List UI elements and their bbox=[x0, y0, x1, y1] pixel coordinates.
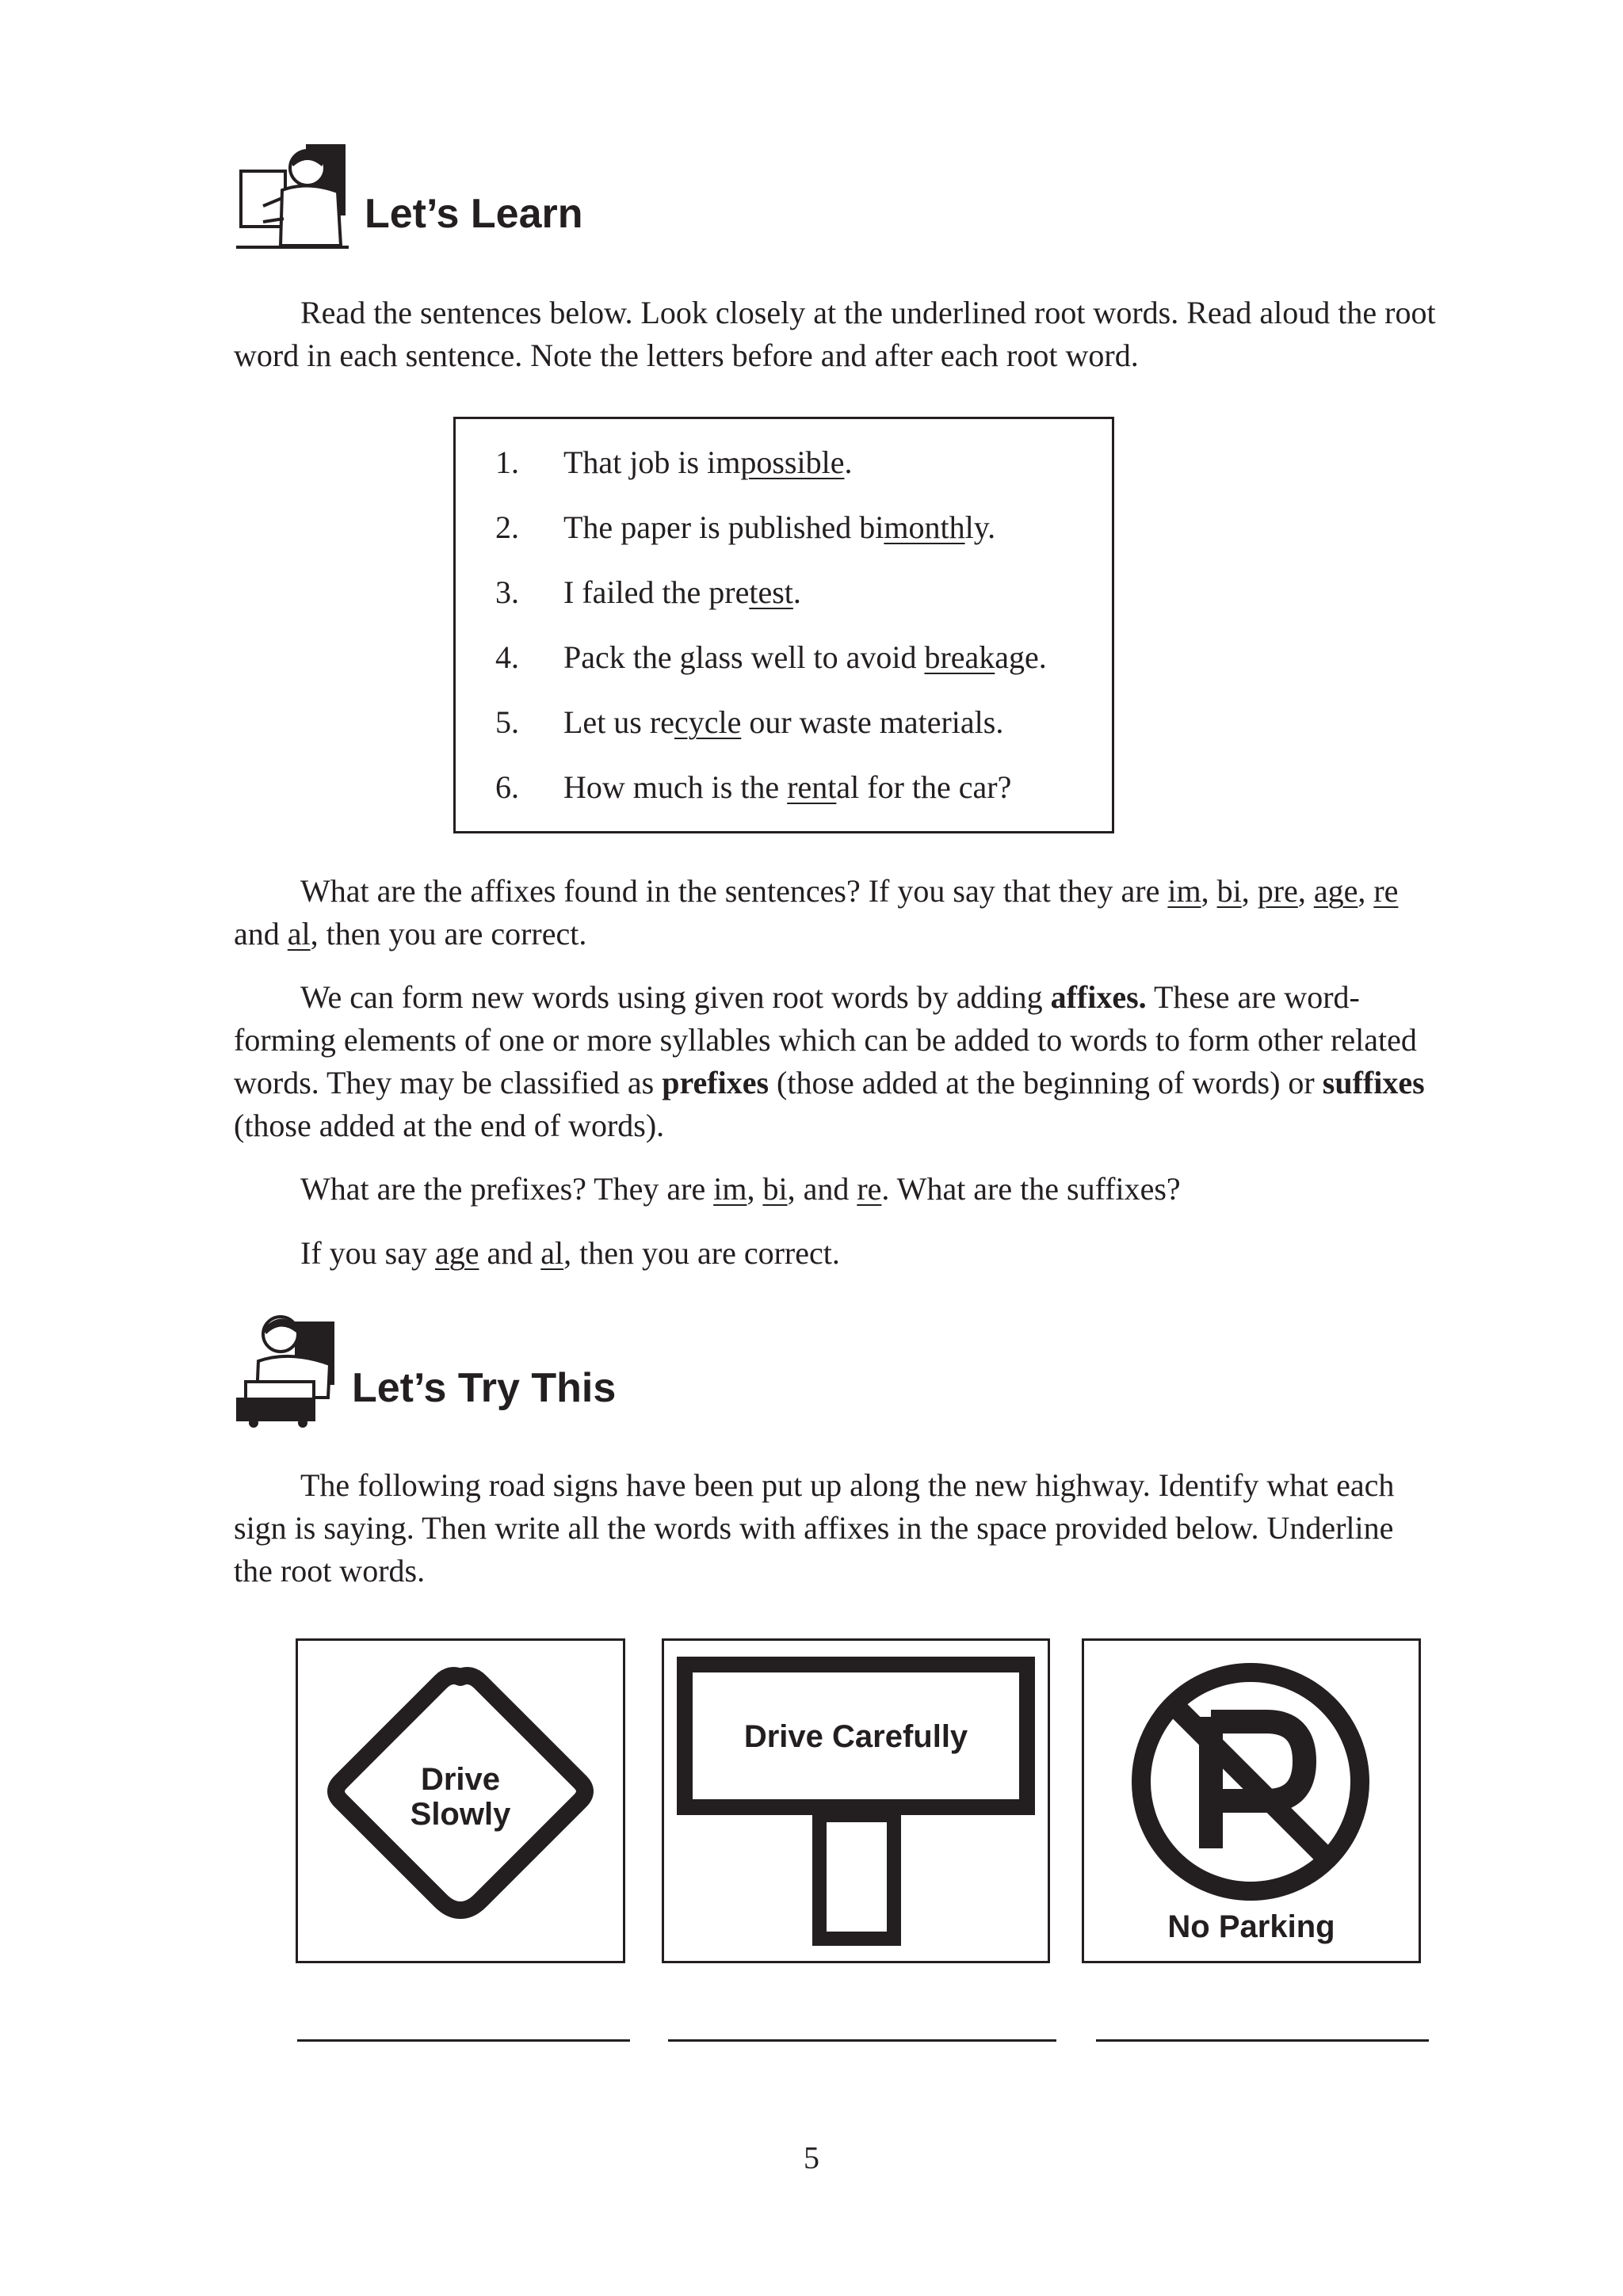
list-item: 1. That job is impossible. bbox=[495, 444, 853, 480]
drive-carefully-text: Drive Carefully bbox=[743, 1719, 968, 1754]
answer-line[interactable] bbox=[297, 2039, 630, 2042]
drive-carefully-sign bbox=[662, 1638, 1050, 1963]
drive-slowly-line2: Slowly bbox=[410, 1797, 511, 1832]
answer-line[interactable] bbox=[1096, 2039, 1429, 2042]
list-item: 6. How much is the rental for the car? bbox=[495, 769, 1012, 805]
list-item: 5. Let us recycle our waste materials. bbox=[495, 704, 1004, 740]
drive-slowly-line1: Drive bbox=[420, 1762, 501, 1797]
definition-paragraph: We can form new words using given root words by adding affixes. These are word-forming elements of one or more syllables which can be added to words to form other related words. They may be classified as prefixes (those added at the beginning of words) or suffixes (those added at the end of words). bbox=[234, 979, 1425, 1143]
lets-learn-heading: Let’s Learn bbox=[365, 191, 583, 237]
no-parking-text: No Parking bbox=[1167, 1909, 1335, 1944]
list-item: 2. The paper is published bimonthly. bbox=[495, 509, 996, 545]
affixes-paragraph: What are the affixes found in the sentences? If you say that they are im, bi, pre, age, re and al, then you are correct. bbox=[234, 873, 1399, 952]
prefix-paragraph: What are the prefixes? They are im, bi, and re. What are the suffixes? bbox=[300, 1171, 1181, 1207]
suffix-paragraph: If you say age and al, then you are correct. bbox=[300, 1235, 840, 1271]
list-item: 4. Pack the glass well to avoid breakage. bbox=[495, 639, 1047, 675]
lets-try-this-heading: Let’s Try This bbox=[352, 1365, 617, 1411]
sentence-box bbox=[453, 417, 1114, 833]
drive-slowly-sign bbox=[296, 1638, 625, 1963]
no-parking-sign bbox=[1082, 1638, 1421, 1963]
try-intro-paragraph: The following road signs have been put up along the new highway. Identify what each sign is saying. Then write all the words with affixes in the space provided below. Underline the root words. bbox=[234, 1467, 1395, 1589]
page-number: 5 bbox=[804, 2140, 819, 2176]
list-item: 3. I failed the pretest. bbox=[495, 574, 801, 610]
learn-intro-paragraph: Read the sentences below. Look closely at the underlined root words. Read aloud the root word in each sentence. Note the letters before and after each root word. bbox=[234, 295, 1436, 373]
answer-line[interactable] bbox=[668, 2039, 1056, 2042]
signpost-icon bbox=[819, 1815, 894, 1939]
boy-reading-illustration bbox=[235, 143, 350, 254]
boy-writing-illustration bbox=[235, 1306, 339, 1429]
